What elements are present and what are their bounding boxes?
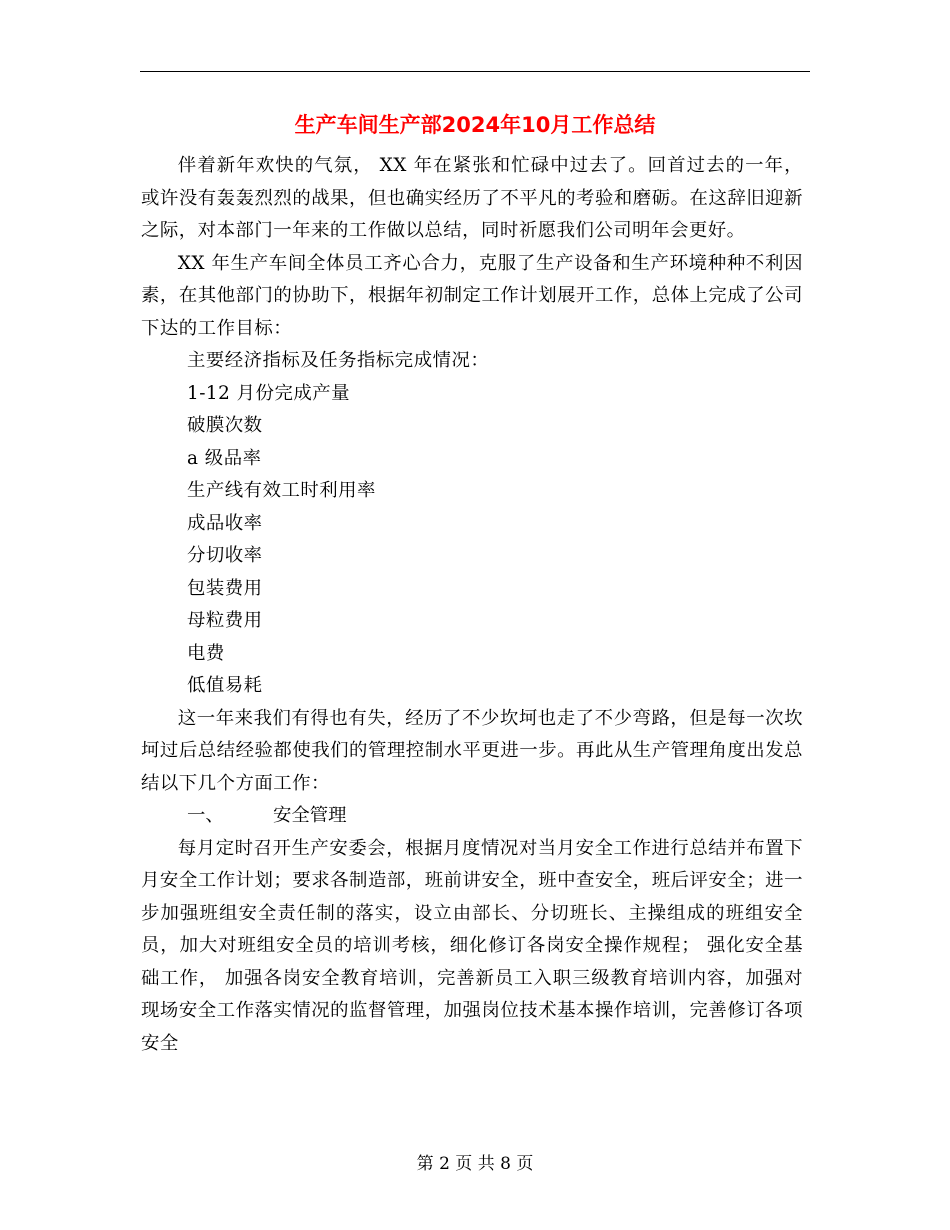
indicator-item: 电费 — [187, 642, 225, 664]
indicator-item: 母粒费用 — [187, 610, 263, 631]
indicator-item: 1-12 月份完成产量 — [187, 382, 351, 404]
section-heading — [141, 800, 803, 833]
page-footer: 第 2 页 共 8 页 — [416, 1154, 534, 1174]
indicator-item: 低值易耗 — [187, 675, 263, 696]
paragraph-summary: XX 年生产车间全体员工齐心合力，克服了生产设备和生产环境种种不利因素，在其他部门的协助下，根据年初制定工作计划展开工作，总体上完成了公司下达的工作目标： — [141, 252, 803, 339]
indicators-heading: 主要经济指标及任务指标完成情况： — [187, 350, 490, 371]
header-rule — [140, 71, 810, 72]
paragraph-safety: 每月定时召开生产安委会，根据月度情况对当月安全工作进行总结并布置下月安全工作计划；要求各制造部，班前讲安全，班中查安全，班后评安全；进一步加强班组安全责任制的落实，设立由部长、分切班长、主操组成的班组安全员，加大对班组安全员的培训考核，细化修订各岗安全操作规程； 强化安全基础工作， 加强各岗安全教育培训，完善新员工入职三级教育培训内容，加强对现场安全工作落实情况的监督管理，加强岗位技术基本操作培训，完善修订各项安全 — [141, 837, 803, 1054]
indicator-item: 分切收率 — [187, 545, 263, 566]
indicator-item: a 级品率 — [187, 447, 262, 469]
paragraph-intro: 伴着新年欢快的气氛， XX 年在紧张和忙碌中过去了。回首过去的一年，或许没有轰轰烈烈的战果，但也确实经历了不平凡的考验和磨砺。在这辞旧迎新之际，对本部门一年来的工作做以总结，同时祈愿我们公司明年会更好。 — [141, 155, 803, 241]
section-number: 一、 — [187, 805, 224, 826]
indicator-item: 破膜次数 — [187, 415, 263, 436]
indicator-item: 生产线有效工时利用率 — [187, 480, 376, 501]
document-title: 生产车间生产部2024年10月工作总结 — [294, 113, 656, 137]
paragraph-reflection: 这一年来我们有得也有失，经历了不少坎坷也走了不少弯路，但是每一次坎坷过后总结经验都使我们的管理控制水平更进一步。再此从生产管理角度出发总结以下几个方面工作： — [141, 707, 803, 794]
indicator-item: 包装费用 — [187, 577, 263, 599]
document-body — [141, 150, 803, 1060]
indicator-item: 成品收率 — [187, 512, 263, 534]
section-title: 安全管理 — [273, 805, 347, 826]
